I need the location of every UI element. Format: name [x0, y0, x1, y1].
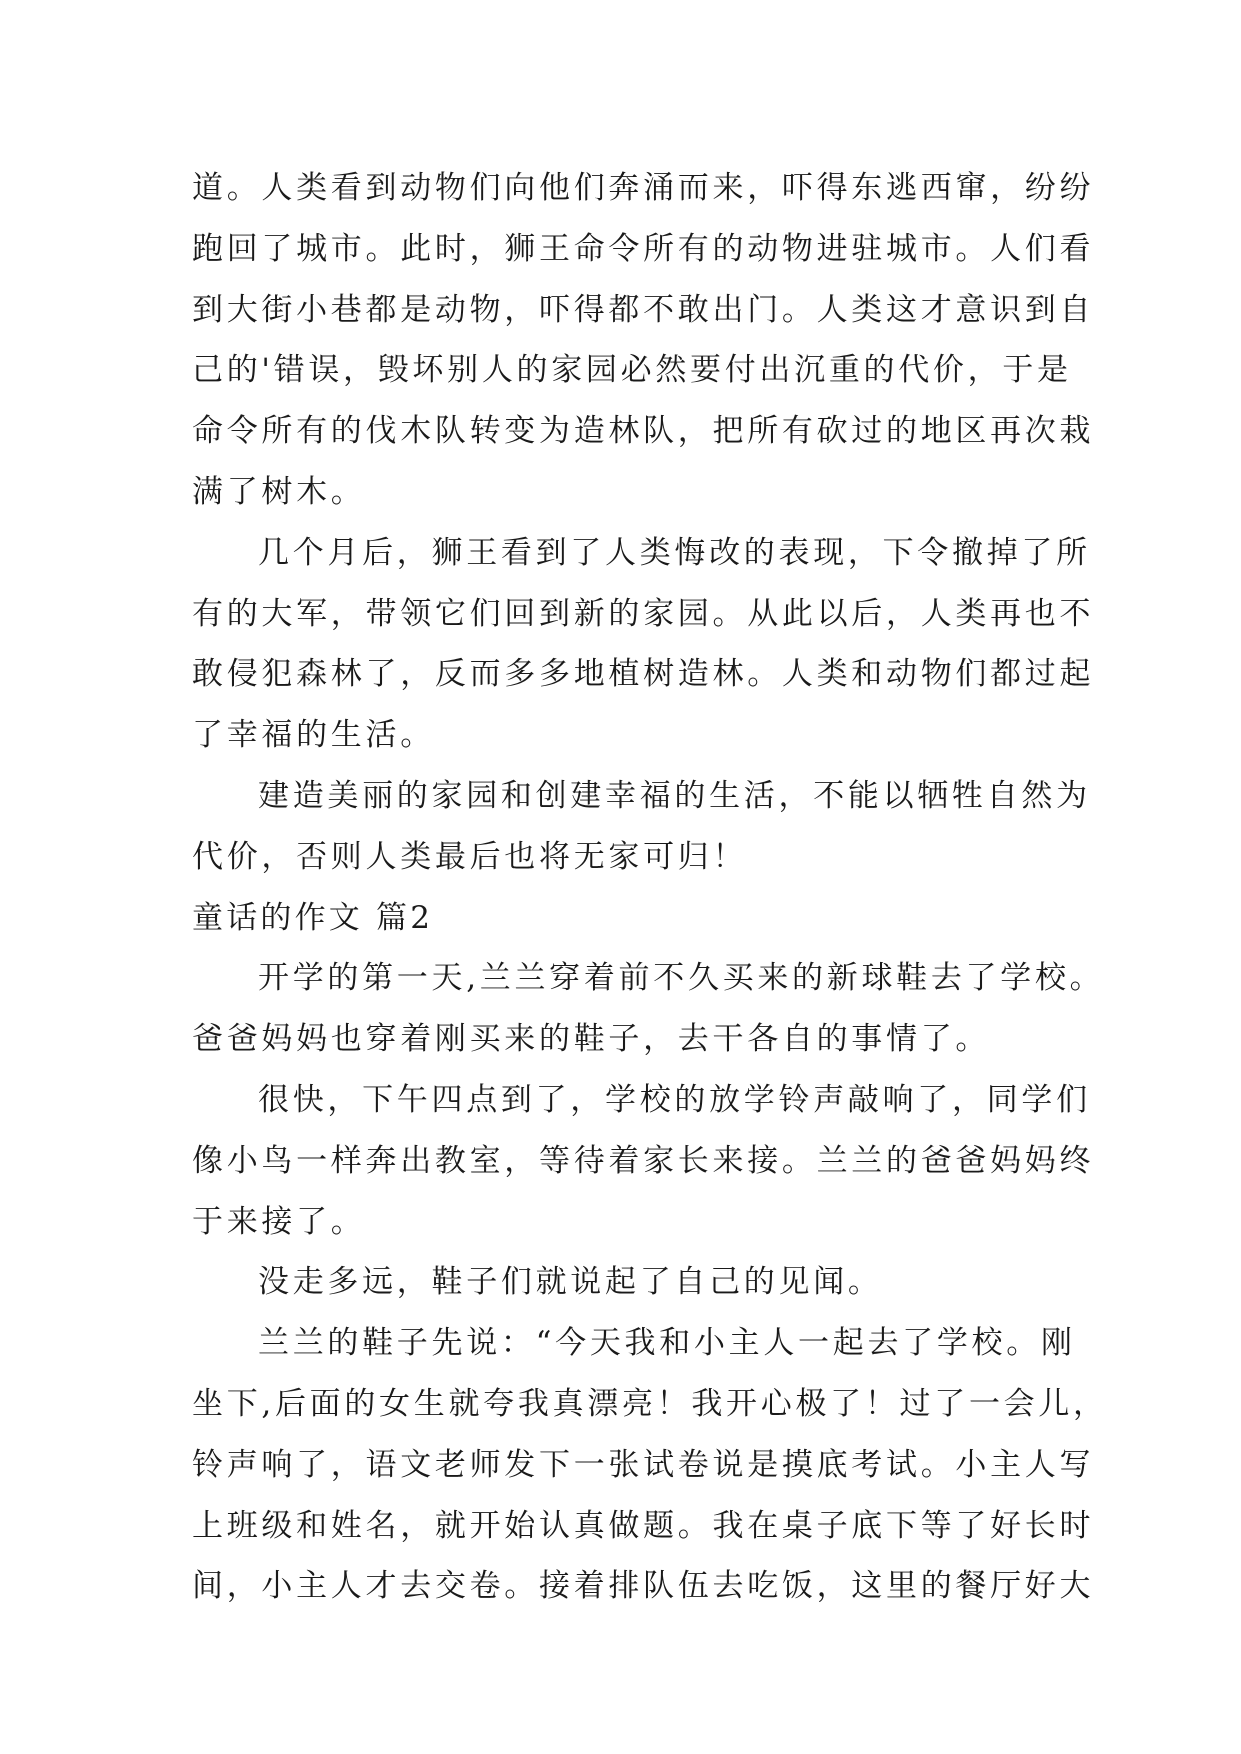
paragraph-start-line: 兰兰的鞋子先说：“今天我和小主人一起去了学校。刚: [258, 1325, 1076, 1362]
paragraph-start-line: 几个月后，狮王看到了人类悔改的表现，下令撤掉了所: [258, 534, 1091, 571]
text-line: 坐下,后面的女生就夸我真漂亮！我开心极了！过了一会儿，: [192, 1385, 1108, 1422]
paragraph-start-line: 很快，下午四点到了，学校的放学铃声敲响了，同学们: [258, 1081, 1091, 1118]
text-line: 了幸福的生活。: [192, 717, 435, 754]
paragraph-start-line: 建造美丽的家园和创建幸福的生活，不能以牺牲自然为: [258, 777, 1091, 814]
paragraph-start-line: 没走多远，鞋子们就说起了自己的见闻。: [258, 1264, 883, 1301]
text-line: 敢侵犯森林了，反而多多地植树造林。人类和动物们都过起: [192, 656, 1095, 693]
text-line: 道。人类看到动物们向他们奔涌而来，吓得东逃西窜，纷纷: [192, 170, 1095, 206]
text-line: 爸爸妈妈也穿着刚买来的鞋子，去干各自的事情了。: [192, 1021, 991, 1058]
text-line: 像小鸟一样奔出教室，等待着家长来接。兰兰的爸爸妈妈终: [192, 1142, 1095, 1179]
text-line: 于来接了。: [192, 1203, 366, 1240]
document-body: [192, 158, 1108, 1617]
paragraph-start-line: 开学的第一天,兰兰穿着前不久买来的新球鞋去了学校。: [258, 960, 1105, 997]
text-line: 满了树木。: [192, 473, 366, 510]
text-line: 有的大军，带领它们回到新的家园。从此以后，人类再也不: [192, 595, 1095, 632]
text-line: 代价，否则人类最后也将无家可归！: [192, 838, 748, 875]
text-line: 到大街小巷都是动物，吓得都不敢出门。人类这才意识到自: [192, 291, 1095, 328]
section-heading: 童话的作文 篇2: [192, 899, 434, 936]
text-line: 间，小主人才去交卷。接着排队伍去吃饭，这里的餐厅好大: [192, 1568, 1095, 1605]
text-line: 命令所有的伐木队转变为造林队，把所有砍过的地区再次栽: [192, 413, 1095, 450]
text-line: 己的'错误，毁坏别人的家园必然要付出沉重的代价，于是: [192, 352, 1072, 389]
text-line: 上班级和姓名，就开始认真做题。我在桌子底下等了好长时: [192, 1507, 1095, 1544]
text-line: 铃声响了，语文老师发下一张试卷说是摸底考试。小主人写: [192, 1446, 1095, 1483]
text-line: 跑回了城市。此时，狮王命令所有的动物进驻城市。人们看: [192, 230, 1095, 267]
